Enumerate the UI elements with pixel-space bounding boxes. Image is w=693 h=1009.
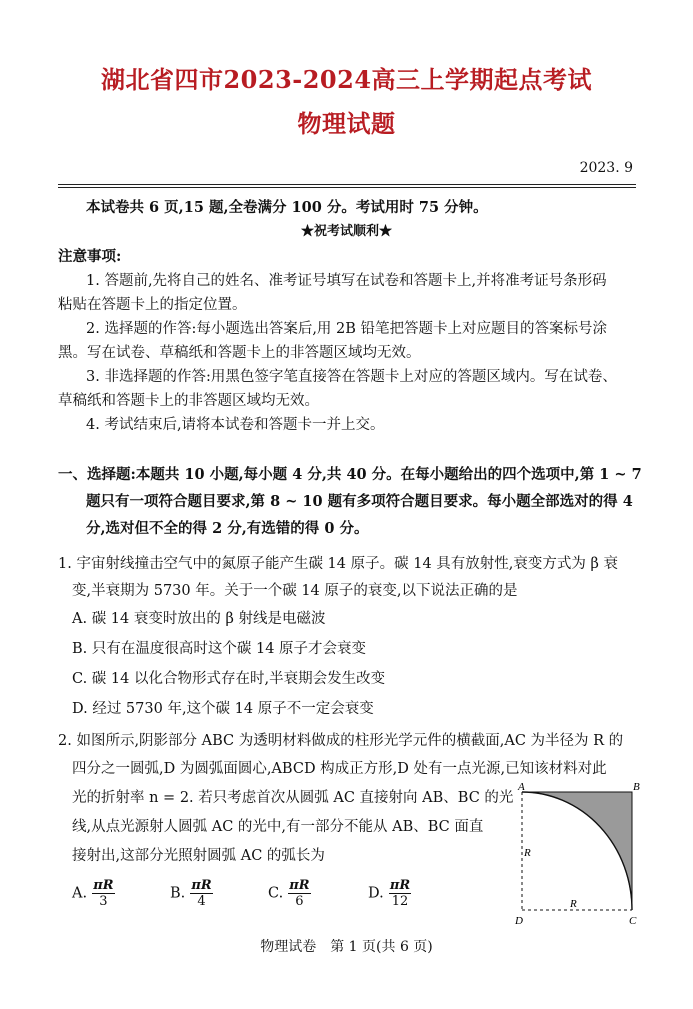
label-r-bottom: R xyxy=(570,898,577,910)
note-line: 4. 考试结束后,请将本试卷和答题卡一并上交。 xyxy=(86,417,385,433)
exam-summary: 本试卷共 6 页,15 题,全卷满分 100 分。考试用时 75 分钟。 xyxy=(86,199,488,216)
shaded-region xyxy=(522,792,632,910)
q2-stem-line: 接射出,这部分光照射圆弧 AC 的弧长为 xyxy=(72,848,325,864)
q1-stem-line: 1. 宇宙射线撞击空气中的氮原子能产生碳 14 原子。碳 14 具有放射性,衰变方式为 β 衰 xyxy=(58,556,618,572)
q1-stem-line: 变,半衰期为 5730 年。关于一个碳 14 原子的衰变,以下说法正确的是 xyxy=(72,583,518,599)
q1-option-d: D. 经过 5730 年,这个碳 14 原子不一定会衰变 xyxy=(72,701,374,717)
section-intro-line: 分,选对但不全的得 2 分,有选错的得 0 分。 xyxy=(86,520,369,537)
option-label: C. xyxy=(268,885,284,902)
q2-stem-line: 光的折射率 n = 2. 若只考虑首次从圆弧 AC 直接射向 AB、BC 的光 xyxy=(72,790,514,806)
note-line: 2. 选择题的作答:每小题选出答案后,用 2B 铅笔把答题卡上对应题目的答案标号涂 xyxy=(86,321,608,337)
fraction: $\frac{\pi R}{3}$ xyxy=(93,878,114,909)
label-a: A xyxy=(518,782,525,793)
page-footer: 物理试卷 第 1 页(共 6 页) xyxy=(260,939,433,955)
notes-heading: 注意事项: xyxy=(58,248,122,265)
option-label: B. xyxy=(170,885,186,902)
label-d: D xyxy=(515,915,523,927)
page-subtitle: 物理试题 xyxy=(297,109,396,138)
label-r-left: R xyxy=(524,847,531,859)
fraction: $\frac{\pi R}{12}$ xyxy=(389,878,411,909)
note-line: 3. 非选择题的作答:用黑色签字笔直接答在答题卡上对应的答题区域内。写在试卷、 xyxy=(86,369,617,385)
option-label: A. xyxy=(72,885,88,902)
q2-option-d xyxy=(368,878,411,909)
label-c: C xyxy=(629,915,637,927)
q2-option-a xyxy=(72,878,115,909)
q2-stem-line: 四分之一圆弧,D 为圆弧面圆心,ABCD 构成正方形,D 处有一点光源,已知该材料对此 xyxy=(72,761,607,777)
fraction: $\frac{\pi R}{6}$ xyxy=(289,878,310,909)
note-line: 1. 答题前,先将自己的姓名、准考证号填写在试卷和答题卡上,并将准考证号条形码 xyxy=(86,273,607,289)
exam-date: 2023. 9 xyxy=(579,160,633,176)
note-line: 粘贴在答题卡上的指定位置。 xyxy=(58,297,247,313)
page-title: 湖北省四市2023-2024高三上学期起点考试 xyxy=(100,65,593,94)
header-rule xyxy=(58,184,636,185)
q2-stem-line: 线,从点光源射人圆弧 AC 的光中,有一部分不能从 AB、BC 面直 xyxy=(72,819,484,835)
exam-wish: ★祝考试顺利★ xyxy=(300,224,392,239)
q1-option-a: A. 碳 14 衰变时放出的 β 射线是电磁波 xyxy=(72,611,326,627)
note-line: 草稿纸和答题卡上的非答题区域均无效。 xyxy=(58,393,319,409)
label-b: B xyxy=(633,782,640,793)
q2-stem-line: 2. 如图所示,阴影部分 ABC 为透明材料做成的柱形光学元件的横截面,AC 为半径为 R 的 xyxy=(58,733,624,749)
q2-figure xyxy=(508,782,648,928)
q2-option-c xyxy=(268,878,311,909)
note-line: 黑。写在试卷、草稿纸和答题卡上的非答题区域均无效。 xyxy=(58,345,421,361)
section-intro-line: 题只有一项符合题目要求,第 8 ~ 10 题有多项符合题目要求。每小题全部选对的得 4 xyxy=(86,493,633,510)
section-intro-line: 一、选择题:本题共 10 小题,每小题 4 分,共 40 分。在每小题给出的四个选项中,第 1 ~ 7 xyxy=(58,466,642,483)
q1-option-c: C. 碳 14 以化合物形式存在时,半衰期会发生改变 xyxy=(72,671,386,687)
q1-option-b: B. 只有在温度很高时这个碳 14 原子才会衰变 xyxy=(72,641,367,657)
option-label: D. xyxy=(368,885,384,902)
q2-option-b xyxy=(170,878,213,909)
header-rule-2 xyxy=(58,187,636,188)
fraction: $\frac{\pi R}{4}$ xyxy=(191,878,212,909)
